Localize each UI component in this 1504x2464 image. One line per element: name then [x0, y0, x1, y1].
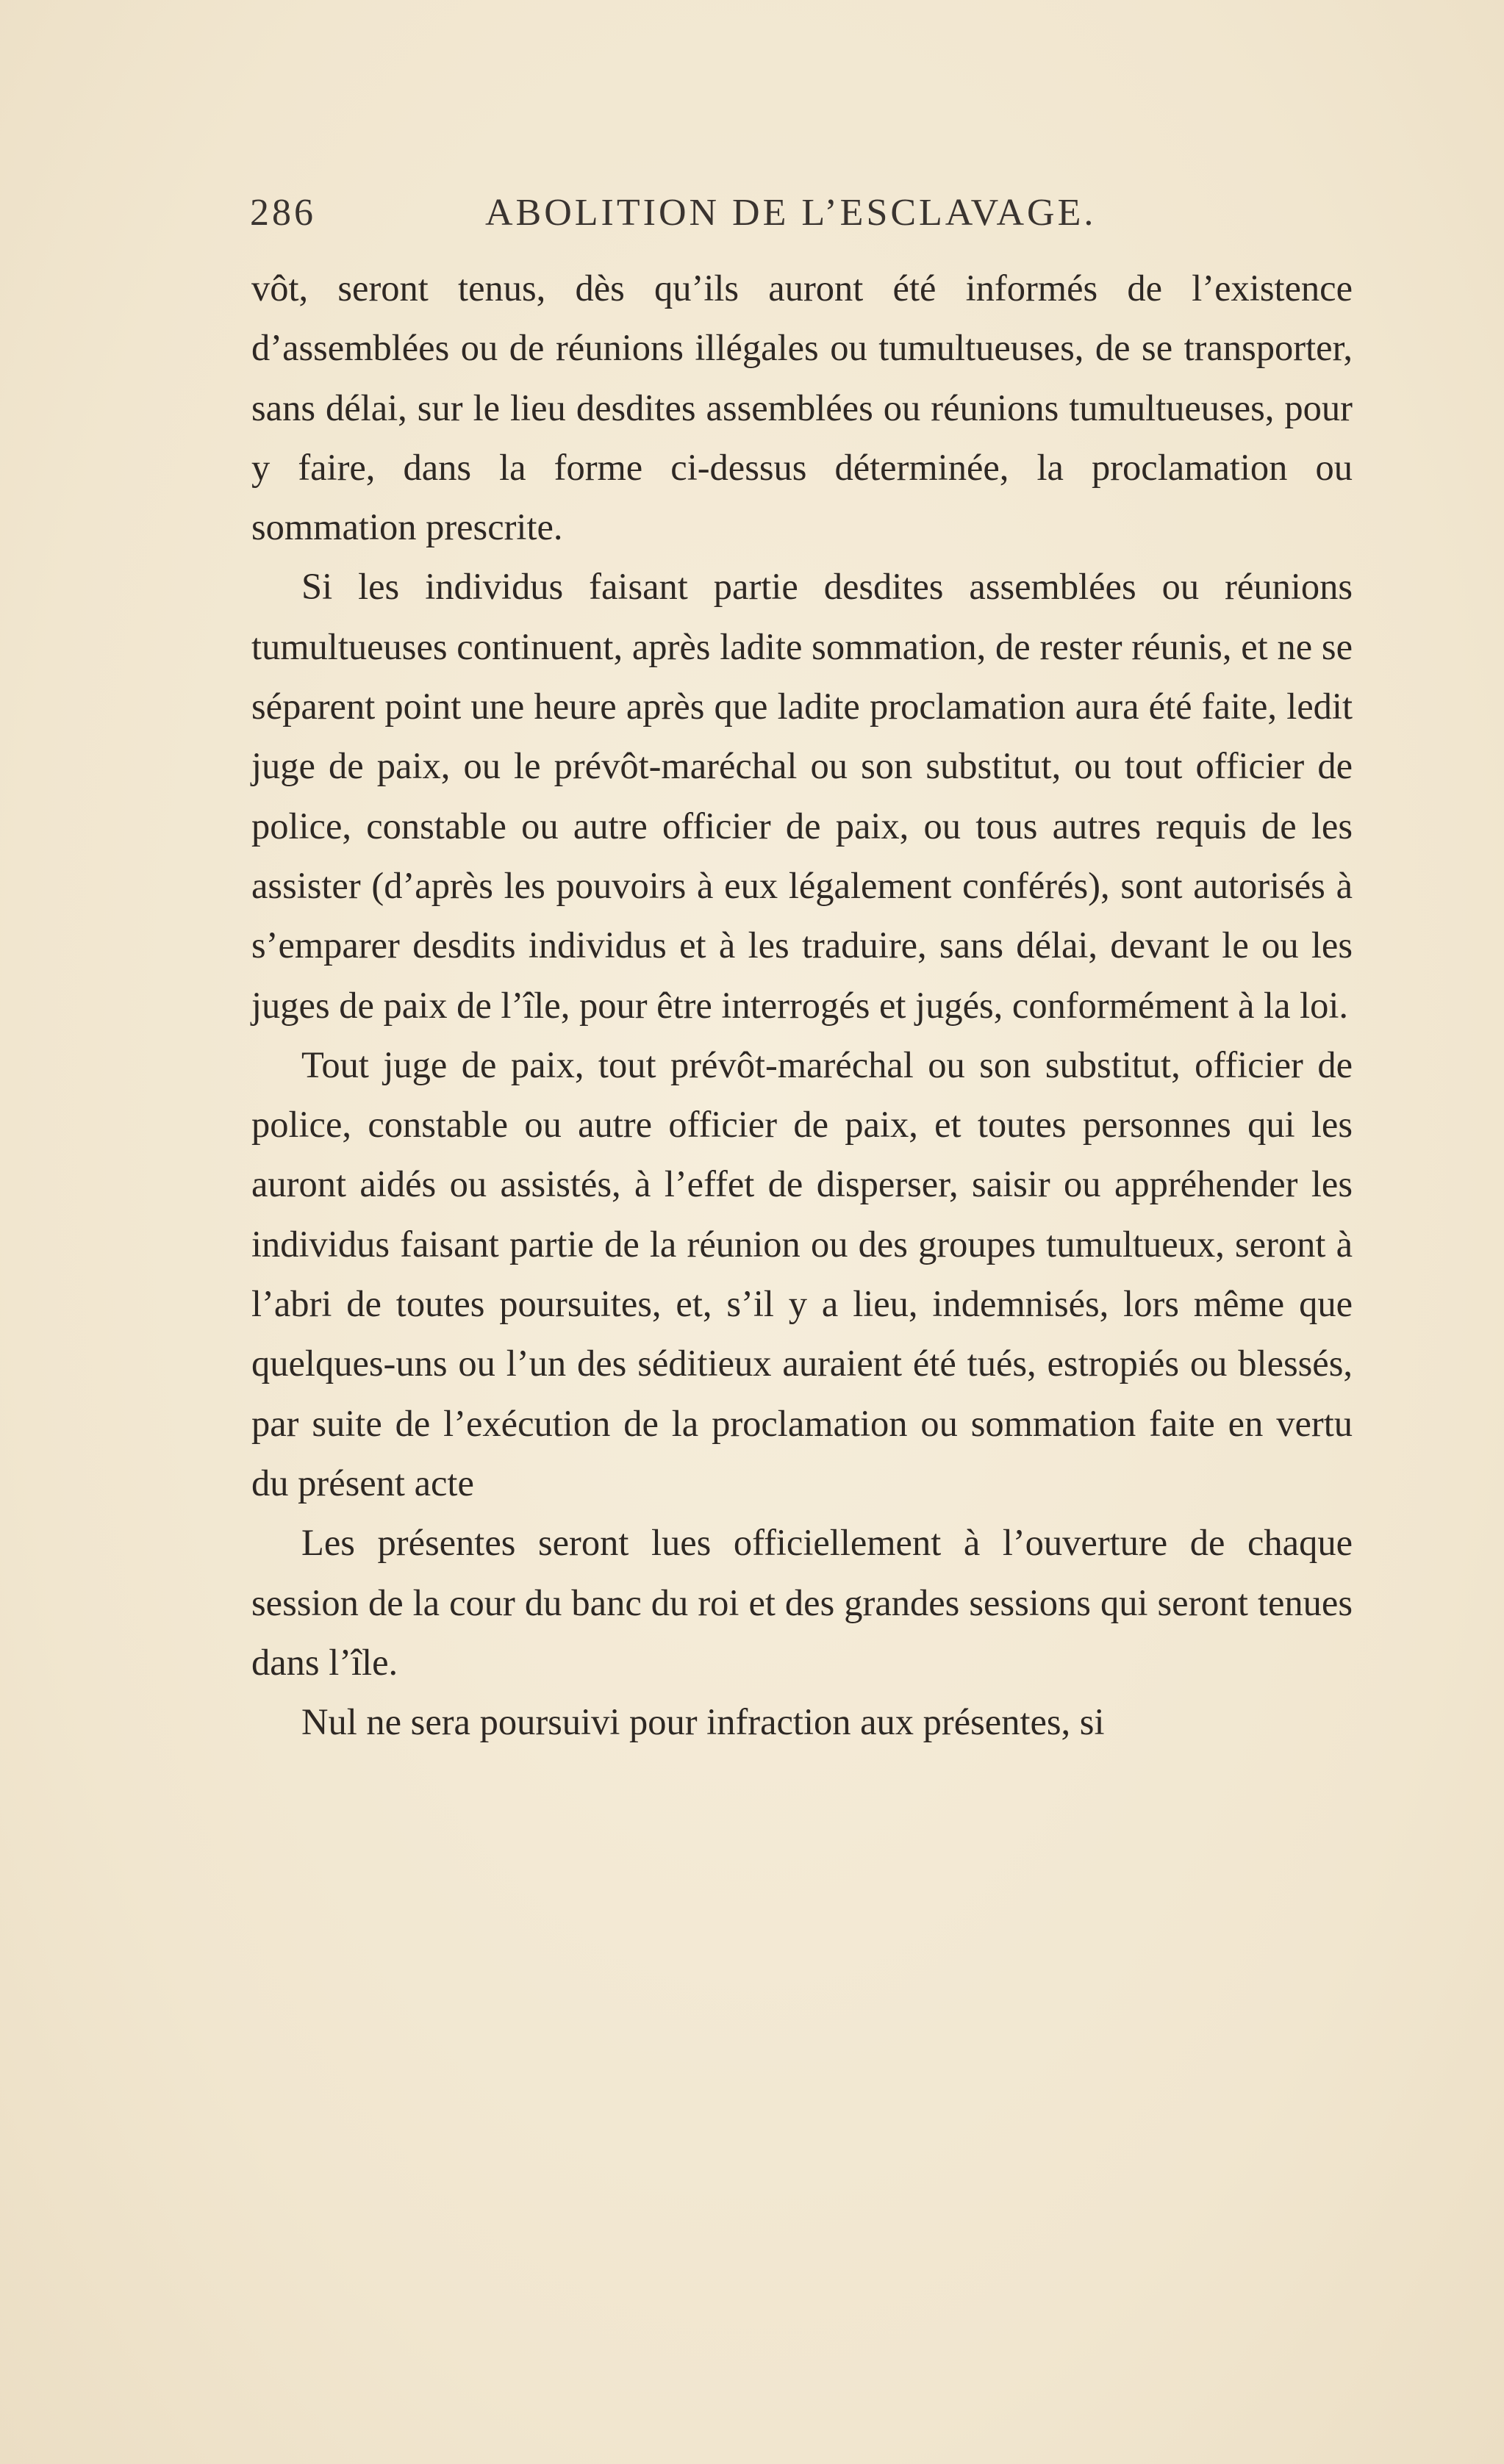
paragraph-1: vôt, seront tenus, dès qu’ils auront été informés de l’existence d’assemblées ou de réunions illégales ou tumultueuses, de se transporter, sans délai, sur le lieu desdites assemblées ou réunions tumultueuses, pour y faire, dans la forme ci-dessus déterminée, la proclamation ou sommation prescrite.: [251, 267, 1353, 548]
paragraph-4: Les présentes seront lues officiellement à l’ouverture de chaque session de la cour du banc du roi et des grandes sessions qui seront tenues dans l’île.: [251, 1522, 1353, 1683]
body-text: [251, 259, 1353, 1752]
paragraph-3: Tout juge de paix, tout prévôt-maréchal ou son substitut, officier de police, constable ou autre officier de paix, et toutes personnes qui les auront aidés ou assistés, à l’effet de disperser, saisir ou appréhender les individus faisant partie de la réunion ou des groupes tumultueux, seront à l’abri de toutes poursuites, et, s’il y a lieu, indemnisés, lors même que quelques-uns ou l’un des séditieux auraient été tués, estropiés ou blessés, par suite de l’exécution de la proclamation ou sommation faite en vertu du présent acte: [251, 1044, 1353, 1504]
page-header: [250, 184, 1353, 243]
page-number: 286: [250, 192, 316, 234]
paragraph-5: Nul ne sera poursuivi pour infraction aux présentes, si: [301, 1701, 1105, 1743]
paragraph-2: Si les individus faisant partie desdites assemblées ou réunions tumultueuses continuent, après ladite sommation, de rester réunis, et ne se séparent point une heure après que ladite proclamation aura été faite, ledit juge de paix, ou le prévôt-maréchal ou son substitut, ou tout officier de police, constable ou autre officier de paix, ou tous autres requis de les assister (d’après les pouvoirs à eux légalement conférés), sont autorisés à s’emparer desdits individus et à les traduire, sans délai, devant le ou les juges de paix de l’île, pour être interrogés et jugés, conformément à la loi.: [251, 566, 1353, 1026]
running-title: ABOLITION DE L’ESCLAVAGE.: [485, 192, 1097, 234]
